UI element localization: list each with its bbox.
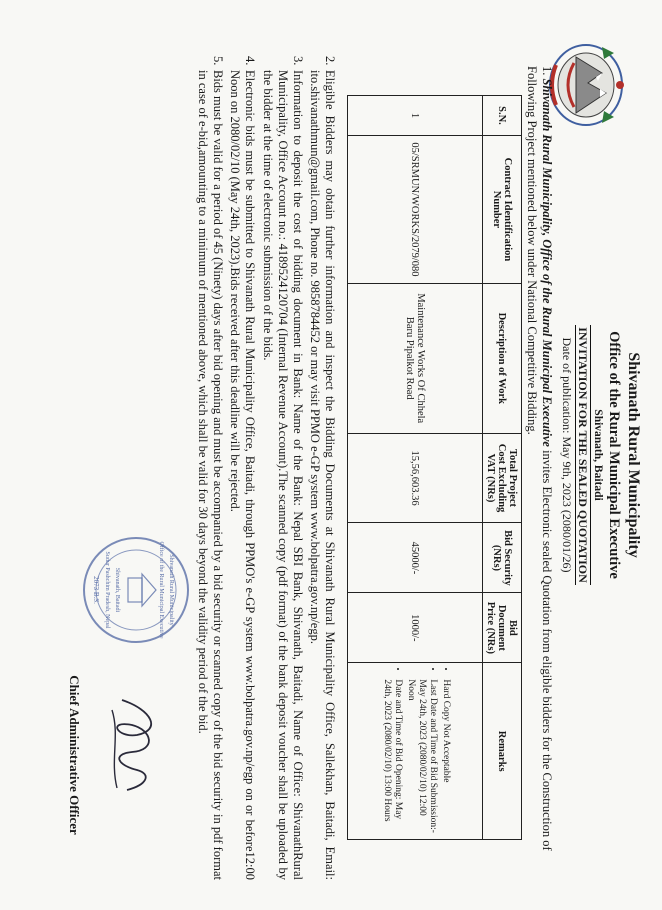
notice-title xyxy=(575,0,590,910)
header-remarks: Remarks xyxy=(483,663,522,840)
office-stamp-icon xyxy=(80,534,192,646)
remark-item: • Last Date and Time of Bid Submission:-May 24th, 2023 (2080/02/10) 12:00 Noon xyxy=(405,679,438,835)
table-row xyxy=(348,96,483,840)
clause-text: Information to deposit the cost of bidding document in Bank: Name of the Bank: Nepal SBI Bank, Shivanath, Baitadi, Name of Office: ShivanathRural Municipality, Office Account no.: 4189524120704 (Internal Revenue Account).The scanned copy (pdf format) of the bank deposit voucher shall be uploaded by the bidder at the time of electronic submission of the bids. xyxy=(261,70,305,880)
header-contract-id: Contract Identification Number xyxy=(483,135,522,283)
publication-date: Date of publication: May 9th, 2023 (2080/01/26) xyxy=(560,337,574,573)
stamp-text: 2073 B.S. xyxy=(92,576,100,604)
notice-title-text: INVITATION FOR THE SEALED QUOTATION xyxy=(576,327,590,583)
table-header-row xyxy=(483,96,522,840)
stamp-text: Office of the Rural Municipal Executive xyxy=(158,541,164,639)
remark-item: • Date and Time of Bid Opening: May 24th, 2023 (2080/02/10) 13:00 Hours xyxy=(381,679,403,835)
project-table xyxy=(347,95,522,840)
clause-number: 3. xyxy=(291,56,305,66)
header-bid-security: Bid Security (NRs) xyxy=(483,523,522,593)
clause-text: Eligible Bidders may obtain further information and inspect the Bidding Documents at Shivanath Rural Municipality Office, Sallekhan, Baitadi, Email: ito.shivanathmun@gmail.com, Phone no. 9858784452 or may visit PPMO e-GP system www.bolpatra.gov.np/egp. xyxy=(308,70,337,880)
remark-item: • Hard Copy Not Acceptable xyxy=(440,679,451,835)
clause-5 xyxy=(195,56,225,880)
intro-text: invites Electronic sealed Quotation from eligible bidders for the Construction of Following Project mentioned below under National Competitive Bidding. xyxy=(525,66,554,851)
header-doc-price: Bid Document Price (NRs) xyxy=(483,593,522,663)
cell-remarks xyxy=(348,663,483,840)
cell-sn: 1 xyxy=(348,96,483,136)
cell-description: Maintenance Works Of Chhela Baru Pipalkot Road xyxy=(348,283,483,433)
cell-bid-security: 45000/- xyxy=(348,523,483,593)
clause-text: Bids must be valid for a period of 45 (Ninety) days after bid opening and must be accompanied by a bid security or scanned copy of the bid security in pdf format in case of e-bid,amounting to a minimum of mentioned above, which shall be valid for 30 days beyond the validity period of the bid. xyxy=(196,70,225,880)
clause-3 xyxy=(260,56,305,880)
stamp-text: Sudur Pashchim Pradesh, Nepal xyxy=(104,551,110,629)
cell-cost: 15,56,603.36 xyxy=(348,433,483,523)
intro-number: 1. xyxy=(540,66,554,76)
clause-4 xyxy=(227,56,257,880)
remarks-list xyxy=(381,667,451,835)
municipality-name: Shivanath Rural Municipality xyxy=(625,352,642,558)
clause-text: Electronic bids must be submitted to Shivanath Rural Municipality Office, Baitadi, through PPMO's e-GP system www.bolpatra.gov.np/egp on or before12:00 Noon on 2080/02/10 (May 24th, 2023).Bids received after this deadline will be rejected. xyxy=(228,70,257,880)
office-location: Shivanath, Baitadi xyxy=(592,409,604,501)
clause-number: 5. xyxy=(211,56,225,66)
intro-paragraph xyxy=(524,66,554,866)
office-name: Office of the Rural Municipal Executive xyxy=(606,331,622,579)
clause-number: 2. xyxy=(323,56,337,66)
cell-contract-id: 05/SRMUN/WORKS/2079/080 xyxy=(348,135,483,283)
clause-number: 4. xyxy=(243,56,257,66)
header-sn: S.N. xyxy=(483,96,522,136)
stamp-text: Shivanath, Baitadi xyxy=(114,567,120,613)
signatory-title: Chief Administrative Officer xyxy=(67,675,82,835)
header-cost: Total Project Cost Excluding VAT (NRs) xyxy=(483,433,522,523)
cell-doc-price: 1000/- xyxy=(348,593,483,663)
stamp-text: Shivanath Rural Municipality xyxy=(168,554,174,626)
clause-2 xyxy=(307,56,337,880)
header-description: Description of Work xyxy=(483,283,522,433)
intro-emphasis: Shivanath Rural Municipality, Office of the Rural Municipal Executive xyxy=(540,78,554,447)
signature-icon xyxy=(92,690,172,800)
